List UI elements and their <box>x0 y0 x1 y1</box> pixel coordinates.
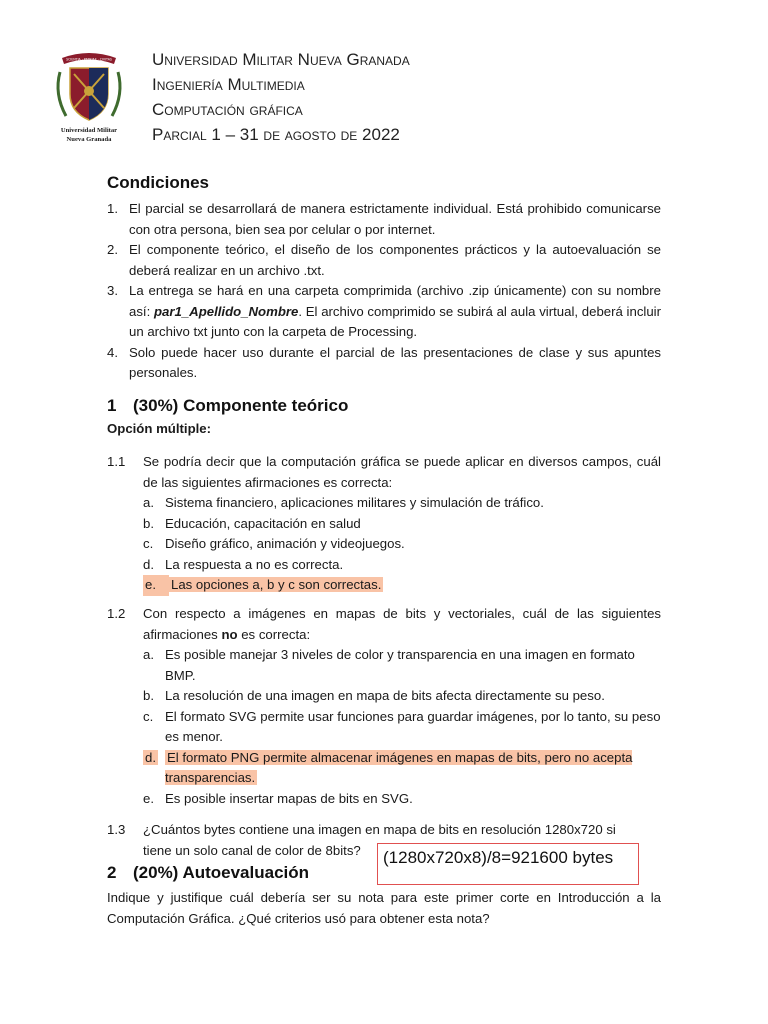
option <box>107 534 661 555</box>
option-letter: c. <box>143 708 154 724</box>
option-text: Sistema financiero, aplicaciones militares y simulación de tráfico. <box>165 495 544 510</box>
university-logo <box>50 46 128 150</box>
option-text: El formato SVG permite usar funciones para guardar imágenes, por lo tanto, su peso es menor. <box>165 708 661 744</box>
section-number: 1 <box>107 396 117 415</box>
condition-item <box>107 281 661 343</box>
section-number: 2 <box>107 863 117 882</box>
section-heading: (20%) Autoevaluación <box>133 863 310 882</box>
condition-text: El parcial se desarrollará de manera estrictamente individual. Está prohibido comunicarse con otra persona, bien sea por celular o por internet. <box>129 201 661 237</box>
option-letter: e. <box>143 575 169 596</box>
question-emphasis: no <box>221 626 238 642</box>
exam-title: Parcial 1 – 31 de agosto de 2022 <box>152 125 400 144</box>
option-text-highlighted: Las opciones a, b y c son correctas. <box>171 577 382 592</box>
question-text-post: es correcta: <box>237 626 311 642</box>
option-letter: b. <box>143 688 154 703</box>
question-text: Se podría decir que la computación gráfica se puede aplicar en diversos campos, cuál de las siguientes afirmaciones es correcta: <box>143 454 661 490</box>
section-heading: (30%) Componente teórico <box>133 396 349 415</box>
condition-number: 3. <box>107 283 118 298</box>
condition-item <box>107 240 661 281</box>
condition-text <box>129 281 661 343</box>
question-type-label: Opción múltiple: <box>107 421 212 436</box>
option <box>107 789 661 810</box>
question-1-2 <box>107 604 661 809</box>
condition-number: 1. <box>107 201 118 216</box>
option-text: La respuesta a no es correcta. <box>165 556 344 572</box>
option-text: Es posible manejar 3 niveles de color y transparencia en una imagen en formato BMP. <box>165 647 635 683</box>
question-1-1 <box>107 452 661 596</box>
option <box>107 493 661 514</box>
logo-ribbon-text: SCIENTIA · PATRIAE · CIVITAS <box>66 57 112 62</box>
condition-number: 2. <box>107 242 118 257</box>
option-selected <box>107 575 661 596</box>
option-text: Es posible insertar mapas de bits en SVG. <box>165 790 413 806</box>
section-2-title <box>107 863 309 883</box>
document-header <box>152 47 410 147</box>
condition-text-pre: La entrega se hará en una carpeta comprimida (archivo .zip únicamente) con su nombre así: <box>129 283 661 319</box>
logo-caption-1: Universidad Militar <box>60 127 118 134</box>
condition-text-post: . El archivo comprimido se subirá al aula virtual, deberá incluir un archivo txt junto con la carpeta de Processing. <box>129 303 661 339</box>
course-name: Computación gráfica <box>152 100 303 119</box>
option-selected <box>107 748 661 789</box>
logo-caption-2: Nueva Granada <box>66 136 112 143</box>
question-text-pre: Con respecto a imágenes en mapas de bits y vectoriales, cuál de las siguientes afirmaciones <box>143 606 661 642</box>
option-letter: e. <box>143 790 154 806</box>
option-text-highlighted: El formato PNG permite almacenar imágenes en mapas de bits, pero no acepta transparencias. <box>165 749 633 785</box>
option-text: Educación, capacitación en salud <box>165 515 361 531</box>
option-letter: c. <box>143 536 154 551</box>
option <box>107 707 661 748</box>
answer-box: (1280x720x8)/8=921600 bytes <box>377 843 639 885</box>
option-letter: d. <box>145 749 156 765</box>
condition-text: El componente teórico, el diseño de los componentes prácticos y la autoevaluación se deberá realizar en un archivo .txt. <box>129 242 661 278</box>
option-letter: a. <box>143 495 154 510</box>
question-text: ¿Cuántos bytes contiene una imagen en mapa de bits en resolución 1280x720 si tiene un solo canal de color de 8bits? <box>143 822 616 858</box>
section-2-text: Indique y justifique cuál debería ser su nota para este primer corte en Introducción a la Computación Gráfica. ¿Qué criterios usó para obtener esta nota? <box>107 890 661 926</box>
condition-number: 4. <box>107 344 118 360</box>
option <box>107 645 661 686</box>
condition-item <box>107 199 661 240</box>
university-name: Universidad Militar Nueva Granada <box>152 50 410 69</box>
section-1-title <box>107 396 348 416</box>
condition-item <box>107 343 661 384</box>
conditions-list <box>107 199 661 384</box>
option-text: La resolución de una imagen en mapa de bits afecta directamente su peso. <box>165 688 605 703</box>
option-letter: d. <box>143 556 154 572</box>
program-name: Ingeniería Multimedia <box>152 75 305 94</box>
option <box>107 514 661 535</box>
option <box>107 555 661 576</box>
option-letter: a. <box>143 647 154 662</box>
conditions-title: Condiciones <box>107 173 210 192</box>
question-text <box>143 604 661 645</box>
question-number: 1.3 <box>107 822 126 837</box>
condition-text: Solo puede hacer uso durante el parcial de las presentaciones de clase y sus apuntes personales. <box>129 344 661 380</box>
option-text: Diseño gráfico, animación y videojuegos. <box>165 536 405 551</box>
question-number: 1.2 <box>107 606 126 621</box>
question-number: 1.1 <box>107 454 126 469</box>
option-letter: b. <box>143 515 154 531</box>
filename-format: par1_Apellido_Nombre <box>153 303 299 319</box>
option <box>107 686 661 707</box>
